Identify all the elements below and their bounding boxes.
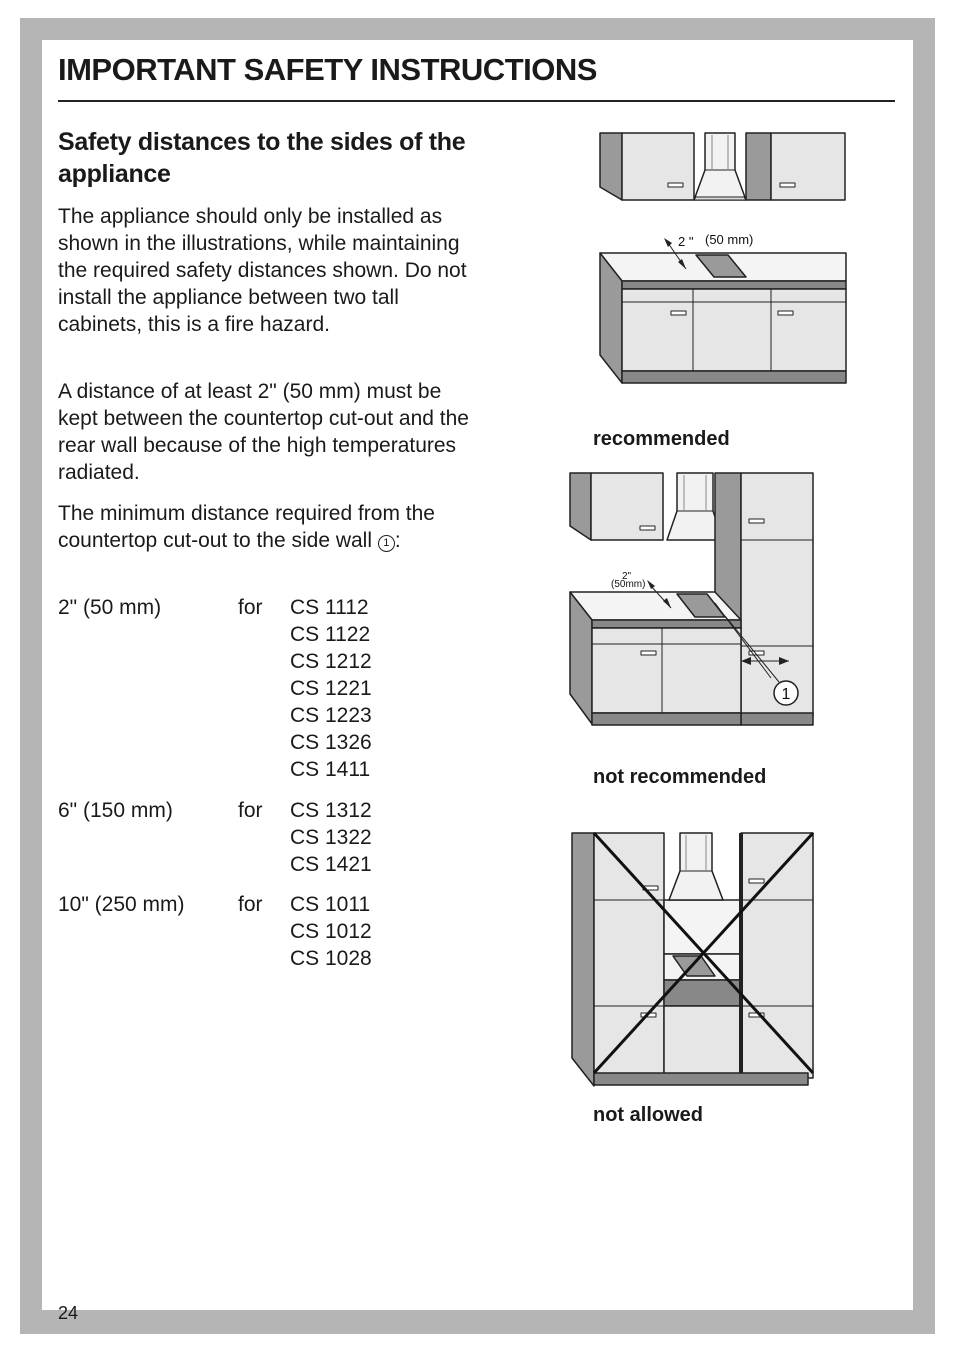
page-frame-left [20,18,42,1334]
model-item: CS 1028 [290,947,372,970]
circled-marker-1: 1 [781,686,791,703]
label-recommended: recommended [593,428,730,450]
page-number: 24 [58,1303,79,1323]
circled-marker-1: 1 [378,535,395,552]
section-title: Safety distances to the sides of the appliance [58,128,466,188]
model-list [290,594,372,783]
label-not-recommended: not recommended [593,766,767,788]
model-item: CS 1112 [290,596,369,619]
distance-for: for [238,596,263,619]
model-list [290,797,372,878]
dimension-label-inch: 2" [622,571,632,582]
page-frame-bottom [20,1310,935,1334]
paragraph-side-wall-suffix: : [394,529,401,552]
model-item: CS 1312 [290,799,372,822]
model-item: CS 1122 [290,623,371,646]
model-item: CS 1223 [290,704,372,727]
page-frame-top [20,18,935,40]
dimension-label-mm: (50 mm) [705,232,754,247]
distance-for: for [238,893,263,916]
model-item: CS 1411 [290,758,371,781]
model-item: CS 1012 [290,920,372,943]
dimension-label-inch: 2 " [678,234,694,249]
page-frame-right [913,18,935,1334]
paragraph-rear-wall: A distance of at least 2" (50 mm) must be kept between the countertop cut-out and the rear wall because of the high temperatures radiated. [58,380,469,484]
paragraph-side-wall [58,500,473,554]
model-item: CS 1011 [290,893,371,916]
header-rule [58,100,895,102]
page-header-title: IMPORTANT SAFETY INSTRUCTIONS [58,52,597,87]
model-item: CS 1421 [290,853,372,876]
distance-for: for [238,799,263,822]
model-list [290,891,372,972]
distance-value: 2" (50 mm) [58,596,162,619]
paragraph-installation: The appliance should only be installed as shown in the illustrations, while maintaining the required safety distances shown. Do not install the appliance between two tall cabinets, this is a fire hazard. [58,205,467,336]
model-item: CS 1322 [290,826,372,849]
label-not-allowed: not allowed [593,1104,703,1126]
distance-value: 10" (250 mm) [58,893,185,916]
paragraph-side-wall-text: The minimum distance required from the countertop cut-out to the side wall [58,502,435,552]
illustration-recommended [590,125,860,395]
dimension-label-mm: (50mm) [611,579,646,590]
illustration-not-allowed [565,828,825,1093]
distance-value: 6" (150 mm) [58,799,173,822]
model-item: CS 1326 [290,731,372,754]
illustration-not-recommended [565,468,825,733]
model-item: CS 1221 [290,677,372,700]
model-item: CS 1212 [290,650,372,673]
